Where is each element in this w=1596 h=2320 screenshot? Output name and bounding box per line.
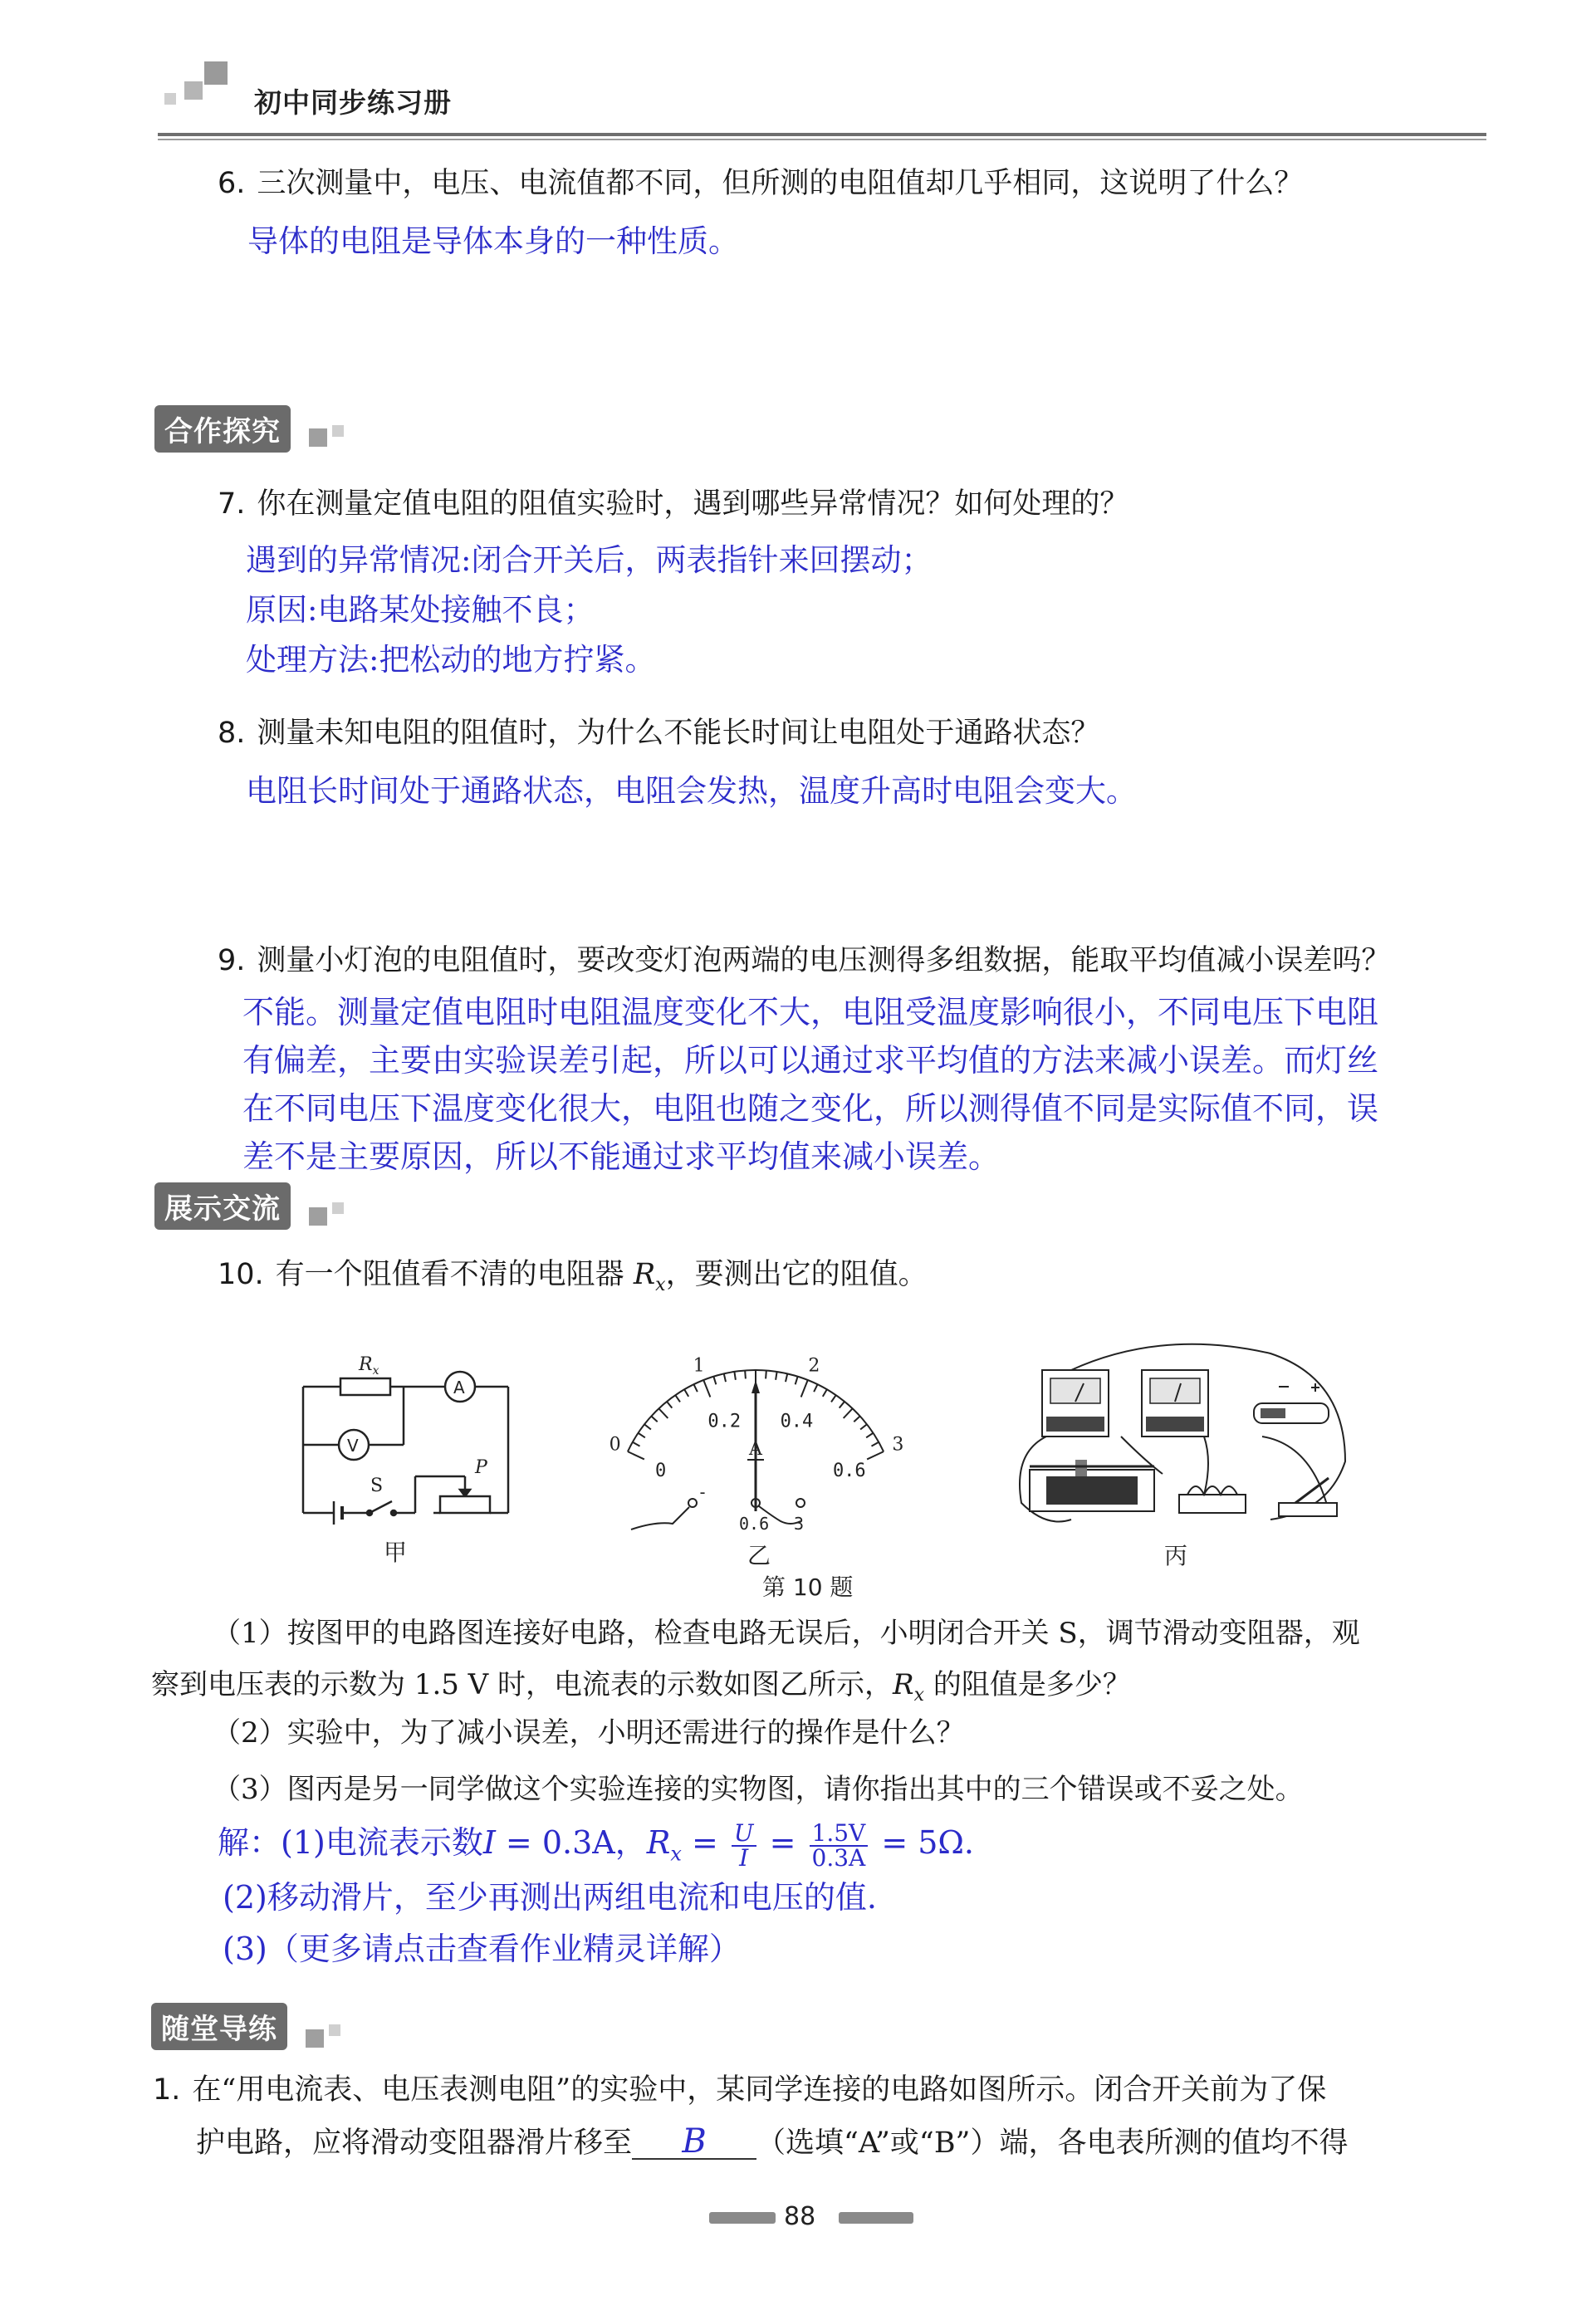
meter-tick (651, 1417, 657, 1422)
meter-tick (867, 1451, 884, 1459)
practice-1-text-1: 在“用电流表、电压表测电阻”的实验中，某同学连接的电路如图所示。闭合开关前为了保 (192, 2073, 1327, 2107)
meter-bottom-label: 0.4 (780, 1411, 814, 1432)
meter-tick (639, 1433, 645, 1438)
question-7-text: 你在测量定值电阻的阻值实验时，遇到哪些异常情况？如何处理的？ (257, 487, 1129, 521)
header-title: 初中同步练习册 (254, 86, 452, 119)
question-10-sub-2: （2）实验中，为了减小误差，小明还需进行的操作是什么？ (213, 1716, 965, 1750)
meter-tick (693, 1384, 697, 1392)
practice-1-text-2-pre: 护电路，应将滑动变阻器滑片移至 (196, 2127, 633, 2160)
section-decor-square (309, 1207, 327, 1226)
answer-1-prefix: 解：(1)电流表示数 (218, 1824, 483, 1861)
meter-tick (823, 1389, 827, 1397)
meter-top-label: 2 (808, 1355, 820, 1377)
fraction-2-numerator: 1.5V (810, 1822, 869, 1847)
practice-1-text-2-post: （选填“A”或“B”）端，各电表所测的值均不得 (756, 2127, 1349, 2160)
circuit-slider-label: P (475, 1457, 487, 1478)
meter-tick (724, 1373, 726, 1382)
meter-tick (675, 1395, 680, 1402)
question-10-sub-1-rx: R (893, 1668, 914, 1701)
question-6-number: 6. (218, 167, 246, 200)
question-10-answer-2: (2)移动滑片，至少再测出两组电流和电压的值. (223, 1879, 877, 1916)
section-label-in-class-practice: 随堂导练 (151, 2003, 287, 2050)
question-10-sub-1-text-post: 的阻值是多少？ (924, 1668, 1131, 1701)
figure-caption: 第 10 题 (762, 1574, 854, 1601)
meter-tick (633, 1442, 640, 1446)
meter-top-label: 0 (609, 1434, 621, 1456)
question-8-answer: 电阻长时间处于通路状态，电阻会发热，温度升高时电阻会变大。 (246, 773, 1137, 809)
figure-label-jia: 甲 (384, 1539, 408, 1566)
answer-1-r-sub: x (670, 1842, 682, 1866)
meter-tick (684, 1389, 688, 1397)
question-6-answer: 导体的电阻是导体本身的一种性质。 (247, 223, 739, 259)
fraction-1-denominator: I (739, 1843, 749, 1872)
meter-tick (844, 1408, 853, 1418)
answer-1-i: I (482, 1824, 496, 1861)
circuit-switch-label: S (370, 1476, 384, 1496)
apparatus-switch (1279, 1478, 1337, 1516)
meter-tick (801, 1380, 808, 1397)
circuit-diagram-jia (291, 1337, 523, 1536)
question-8-text: 测量未知电阻的阻值时，为什么不能长时间让电阻处于通路状态？ (257, 717, 1100, 750)
meter-tick (860, 1424, 867, 1429)
question-9-answer-line-2: 有偏差，主要由实验误差引起，所以可以通过求平均值的方法来减小误差。而灯丝 (242, 1042, 1379, 1079)
meter-needle-head (751, 1380, 760, 1393)
answer-1-eq1: = 0.3A， (495, 1824, 647, 1861)
footer-bar-right (839, 2212, 913, 2224)
answer-1-fraction-values (810, 1818, 869, 1872)
apparatus-diagram-bing (996, 1337, 1362, 1536)
meter-tick (854, 1417, 859, 1422)
question-10 (218, 1255, 928, 1304)
figure-label-bing: 丙 (1164, 1542, 1188, 1569)
question-10-sub-1-line-2 (151, 1666, 1131, 1715)
practice-1-answer-blank: B (632, 2125, 756, 2160)
apparatus-resistor (1179, 1486, 1246, 1513)
meter-bottom-label: 0.6 (832, 1461, 866, 1482)
question-10-rx-sub: x (655, 1275, 666, 1295)
question-6-text: 三次测量中，电压、电流值都不同，但所测的电阻值却几乎相同，这说明了什么？ (257, 167, 1304, 200)
meter-terminal-06: 0.6 (739, 1514, 770, 1534)
meter-terminal-3: 3 (794, 1514, 805, 1534)
meter-tick (734, 1372, 736, 1380)
answer-1-eq3: = (759, 1824, 806, 1861)
meter-top-label: 1 (693, 1355, 705, 1377)
practice-1-line-1 (153, 2071, 1326, 2109)
circuit-ammeter-label: A (453, 1378, 465, 1397)
meter-tick (831, 1395, 836, 1402)
question-7-number: 7. (218, 487, 246, 521)
question-7-answer-line-1: 遇到的异常情况:闭合开关后，两表指针来回摆动； (246, 542, 933, 578)
header-decor-square-3 (164, 93, 176, 105)
meter-bottom-label: 0.2 (707, 1411, 742, 1432)
question-9-answer-line-4: 差不是主要原因，所以不能通过求平均值来减小误差。 (242, 1138, 1001, 1175)
question-7-answer-line-3: 处理方法:把松动的地方拧紧。 (246, 642, 656, 678)
meter-bottom-label: 0 (655, 1461, 667, 1482)
question-6 (218, 164, 1303, 203)
apparatus-meter-left (1042, 1370, 1109, 1437)
meter-tick (840, 1402, 845, 1408)
section-decor-square-small (332, 425, 344, 437)
question-7 (218, 485, 1128, 523)
section-label-presentation-exchange: 展示交流 (154, 1182, 291, 1230)
meter-tick (703, 1380, 710, 1397)
apparatus-meter-right (1142, 1370, 1208, 1437)
question-9-number: 9. (218, 944, 246, 977)
circuit-rx-letter: R (359, 1354, 373, 1375)
question-10-rx: R (633, 1258, 656, 1291)
apparatus-battery (1254, 1383, 1329, 1423)
circuit-rx-label (358, 1354, 379, 1378)
section-decor-square-small (329, 2024, 340, 2036)
practice-1-line-2 (196, 2124, 1348, 2162)
answer-1-eq4: = 5Ω. (871, 1824, 975, 1861)
question-9-text: 测量小灯泡的电阻值时，要改变灯泡两端的电压测得多组数据，能取平均值减小误差吗？ (257, 944, 1391, 977)
circuit-rx-sub: x (372, 1364, 379, 1378)
figure-label-yi: 乙 (747, 1542, 771, 1569)
circuit-voltmeter-label: V (347, 1436, 359, 1456)
meter-tick (644, 1424, 651, 1429)
meter-tick (628, 1451, 644, 1459)
practice-1-number: 1. (153, 2073, 181, 2107)
section-label-cooperative-inquiry: 合作探究 (154, 405, 291, 453)
answer-1-eq2: = (681, 1824, 728, 1861)
question-8 (218, 714, 1099, 752)
question-10-sub-3: （3）图丙是另一同学做这个实验连接的实物图，请你指出其中的三个错误或不妥之处。 (213, 1773, 1304, 1806)
header-decor-square-2 (184, 81, 203, 100)
question-10-answer-3: (3)（更多请点击查看作业精灵详解） (223, 1931, 741, 1967)
question-10-text-post: ，要测出它的阻值。 (665, 1258, 928, 1291)
meter-tick (667, 1402, 672, 1408)
meter-tick (814, 1384, 817, 1392)
question-9-answer-line-1: 不能。测量定值电阻时电阻温度变化不大，电阻受温度影响很小，不同电压下电阻 (242, 994, 1379, 1030)
question-8-number: 8. (218, 717, 246, 750)
answer-1-fraction-ui (732, 1818, 756, 1872)
meter-tick (713, 1377, 716, 1385)
footer-bar-left (709, 2212, 776, 2224)
meter-top-label: 3 (892, 1434, 904, 1456)
meter-tick (745, 1370, 746, 1378)
section-decor-square-small (332, 1202, 344, 1214)
question-10-sub-1-rx-sub: x (913, 1684, 925, 1706)
question-9-answer-line-3: 在不同电压下温度变化很大，电阻也随之变化，所以测得值不同是实际值不同，误 (242, 1090, 1379, 1127)
apparatus-rheostat (1030, 1460, 1154, 1511)
question-10-answer-1 (218, 1818, 974, 1878)
question-10-sub-1-line-1: （1）按图甲的电路图连接好电路，检查电路无误后，小明闭合开关 S，调节滑动变阻器，观 (213, 1617, 1360, 1650)
meter-tick (786, 1373, 787, 1382)
ammeter-dial-yi (598, 1304, 913, 1536)
question-9 (218, 942, 1390, 980)
question-10-number: 10. (218, 1258, 264, 1291)
header-rule (158, 133, 1486, 136)
meter-tick (776, 1372, 777, 1380)
meter-tick (658, 1408, 668, 1418)
meter-tick (871, 1442, 879, 1446)
meter-unit: A (749, 1439, 762, 1460)
meter-terminals (631, 1499, 805, 1530)
header-decor-square-1 (204, 61, 228, 85)
section-decor-square (306, 2029, 324, 2048)
answer-1-r: R (646, 1824, 671, 1861)
question-7-answer-line-2: 原因:电路某处接触不良； (246, 592, 595, 628)
question-10-sub-1-text: 察到电压表的示数为 1.5 V 时，电流表的示数如图乙所示， (151, 1668, 893, 1701)
meter-tick (796, 1377, 798, 1385)
meter-terminal-minus: - (698, 1482, 708, 1502)
meter-tick (866, 1433, 873, 1438)
header-rule-thin (158, 139, 1486, 140)
question-10-text-pre: 有一个阻值看不清的电阻器 (275, 1258, 634, 1291)
fraction-1-numerator: U (732, 1822, 756, 1847)
fraction-2-denominator: 0.3A (811, 1843, 866, 1872)
section-decor-square (309, 428, 327, 447)
page-number: 88 (784, 2202, 816, 2231)
